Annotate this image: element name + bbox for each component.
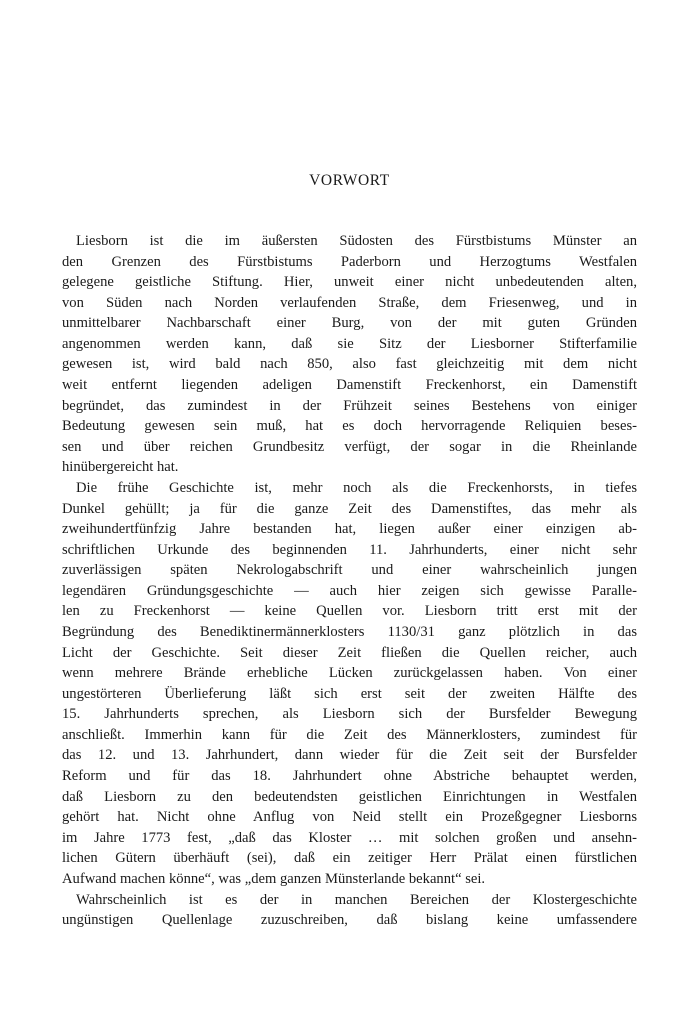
- text-line: 15. Jahrhunderts sprechen, als Liesborn sich der Bursfelder Bewegung: [62, 706, 637, 723]
- text-line: gelegene geistliche Stiftung. Hier, unweit einer nicht unbedeutenden alten,: [62, 274, 637, 291]
- text-line: Aufwand machen könne“, was „dem ganzen Münsterlande bekannt“ sei.: [62, 870, 486, 887]
- text-line: ungünstigen Quellenlage zuzuschreiben, daß bislang keine umfassendere: [62, 912, 637, 929]
- text-line: Dunkel gehüllt; ja für die ganze Zeit des Damenstiftes, das mehr als: [62, 500, 637, 517]
- text-line: im Jahre 1773 fest, „daß das Kloster … mit solchen großen und ansehn-: [62, 829, 637, 846]
- text-line: Bedeutung gewesen sein muß, hat es doch hervorragende Reliquien beses-: [62, 418, 637, 435]
- text-line: legendären Gründungsgeschichte — auch hier zeigen sich gewisse Paralle-: [62, 582, 637, 599]
- text-line: Begründung des Benediktinermännerklosters 1130/31 ganz plötzlich in das: [62, 623, 637, 640]
- text-line: gehört hat. Nicht ohne Anflug von Neid stellt ein Prozeßgegner Liesborns: [62, 809, 637, 826]
- text-line: Wahrscheinlich ist es der in manchen Bereichen der Klostergeschichte: [76, 891, 637, 908]
- text-line: anschließt. Immerhin kann für die Zeit des Männerklosters, zumindest für: [62, 726, 637, 743]
- text-line: angenommen werden kann, daß sie Sitz der Liesborner Stifterfamilie: [62, 335, 637, 352]
- text-line: Reform und für das 18. Jahrhundert ohne Abstriche behauptet werden,: [62, 768, 637, 785]
- page-title: VORWORT: [309, 172, 390, 189]
- text-line: begründet, das zumindest in der Frühzeit seines Bestehens von einiger: [62, 397, 637, 414]
- document-page: [62, 0, 637, 1033]
- text-line: zweihundertfünfzig Jahre bestanden hat, liegen außer einer einzigen ab-: [62, 521, 637, 538]
- text-line: den Grenzen des Fürstbistums Paderborn und Herzogtums Westfalen: [62, 253, 637, 270]
- text-line: unmittelbarer Nachbarschaft einer Burg, von der mit guten Gründen: [62, 315, 637, 332]
- text-line: hinübergereicht hat.: [62, 459, 179, 476]
- text-line: lichen Gütern überhäuft (sei), daß ein zeitiger Herr Prälat einen fürstlichen: [62, 850, 637, 867]
- text-line: ungestörteren Überlieferung läßt sich erst seit der zweiten Hälfte des: [62, 685, 637, 702]
- paragraph-1: [62, 231, 637, 478]
- text-line: sen und über reichen Grundbesitz verfügt, der sogar in die Rheinlande: [62, 438, 637, 455]
- text-line: Liesborn ist die im äußersten Südosten des Fürstbistums Münster an: [76, 233, 637, 249]
- text-line: von Süden nach Norden verlaufenden Straße, dem Friesenweg, und in: [62, 294, 637, 311]
- text-line: Licht der Geschichte. Seit dieser Zeit fließen die Quellen reicher, auch: [62, 644, 637, 661]
- text-line: gewesen ist, wird bald nach 850, also fast gleichzeitig mit dem nicht: [62, 356, 637, 373]
- text-line: wenn mehrere Brände erhebliche Lücken zurückgelassen haben. Von einer: [62, 665, 637, 682]
- text-line: Die frühe Geschichte ist, mehr noch als die Freckenhorsts, in tiefes: [76, 479, 637, 496]
- body-text: [62, 231, 637, 931]
- text-line: weit entfernt liegenden adeligen Damenstift Freckenhorst, ein Damenstift: [62, 377, 637, 394]
- text-line: daß Liesborn zu den bedeutendsten geistlichen Einrichtungen in Westfalen: [62, 788, 637, 805]
- text-line: schriftlichen Urkunde des beginnenden 11. Jahrhunderts, einer nicht sehr: [62, 541, 637, 558]
- text-line: das 12. und 13. Jahrhundert, dann wieder für die Zeit seit der Bursfelder: [62, 747, 637, 764]
- text-line: zuverlässigen späten Nekrologabschrift und einer wahrscheinlich jungen: [62, 562, 637, 579]
- paragraph-3: [62, 890, 637, 931]
- paragraph-2: [62, 478, 637, 890]
- text-line: len zu Freckenhorst — keine Quellen vor. Liesborn tritt erst mit der: [62, 603, 637, 620]
